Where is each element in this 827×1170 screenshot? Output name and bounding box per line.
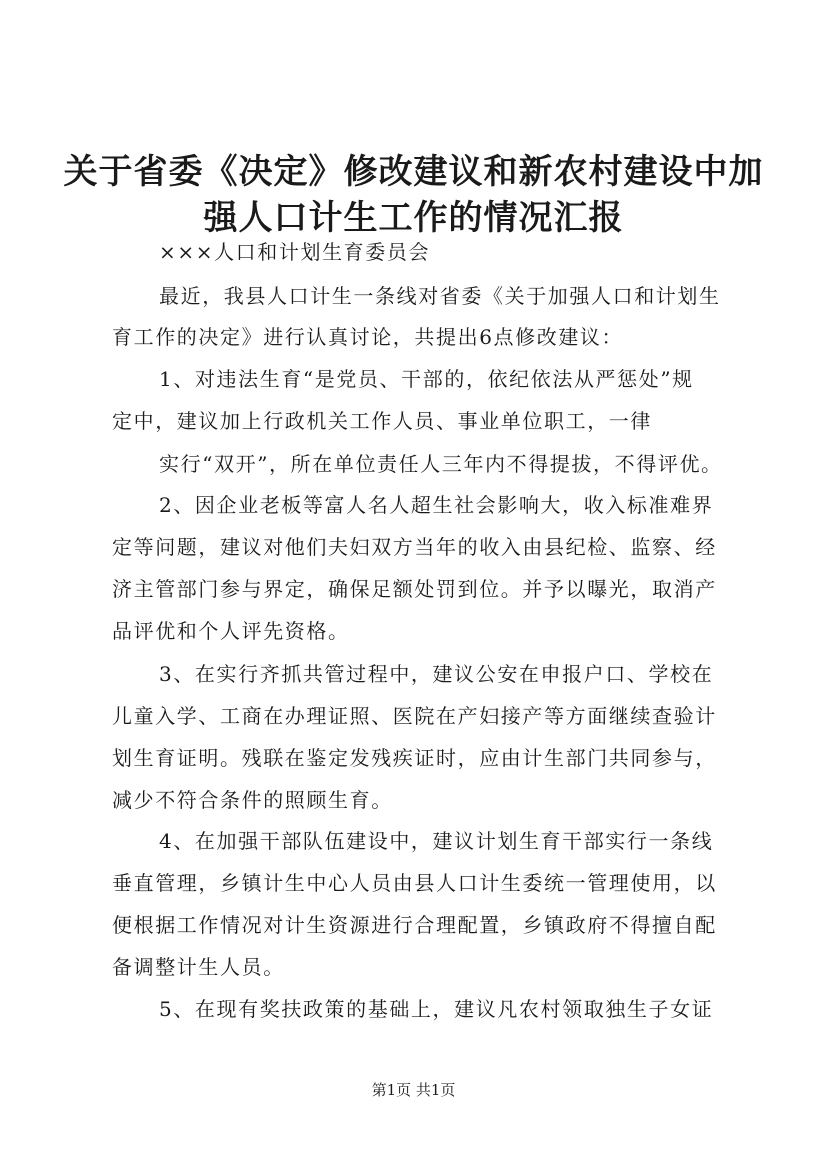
paragraph-line: 儿童入学、工商在办理证照、医院在产妇接产等方面继续查验计	[112, 704, 717, 728]
paragraph-line: 品评优和个人评先资格。	[112, 619, 350, 643]
paragraph-line: 定中，建议加上行政机关工作人员、事业单位职工，一律	[112, 409, 652, 433]
document-title-line-2: 强人口计生工作的情况汇报	[203, 198, 624, 238]
paragraph-line: 备调整计生人员。	[112, 955, 285, 979]
paragraph-line: 1、对违法生育“是党员、干部的，依纪依法从严惩处”规	[159, 367, 694, 391]
page-footer: 第1页 共1页	[371, 1081, 456, 1099]
paragraph-line: 3、在实行齐抓共管过程中，建议公安在申报户口、学校在	[159, 662, 714, 686]
paragraph-line: 定等问题，建议对他们夫妇双方当年的收入由县纪检、监察、经	[112, 535, 717, 559]
paragraph-line: 垂直管理，乡镇计生中心人员由县人口计生委统一管理使用，以	[112, 871, 717, 895]
paragraph-line: 最近，我县人口计生一条线对省委《关于加强人口和计划生	[159, 284, 721, 308]
paragraph-line: 划生育证明。残联在鉴定发残疾证时，应由计生部门共同参与，	[112, 746, 717, 770]
document-title-line-1: 关于省委《决定》修改建议和新农村建设中加	[63, 152, 764, 192]
paragraph-line: 4、在加强干部队伍建设中，建议计划生育干部实行一条线	[159, 829, 714, 853]
paragraph-line: 减少不符合条件的照顾生育。	[112, 788, 393, 812]
paragraph-line: 5、在现有奖扶政策的基础上，建议凡农村领取独生子女证	[159, 997, 714, 1021]
paragraph-line: 育工作的决定》进行认真讨论，共提出6点修改建议：	[112, 325, 624, 349]
paragraph-line: 2、因企业老板等富人名人超生社会影响大，收入标准难界	[159, 493, 714, 517]
paragraph-line: 便根据工作情况对计生资源进行合理配置，乡镇政府不得擅自配	[112, 913, 717, 937]
paragraph-line: 济主管部门参与界定，确保足额处罚到位。并予以曝光，取消产	[112, 577, 717, 601]
paragraph-line: 实行“双开”，所在单位责任人三年内不得提拔，不得评优。	[159, 452, 723, 476]
author-line: ×××人口和计划生育委员会	[159, 240, 431, 264]
